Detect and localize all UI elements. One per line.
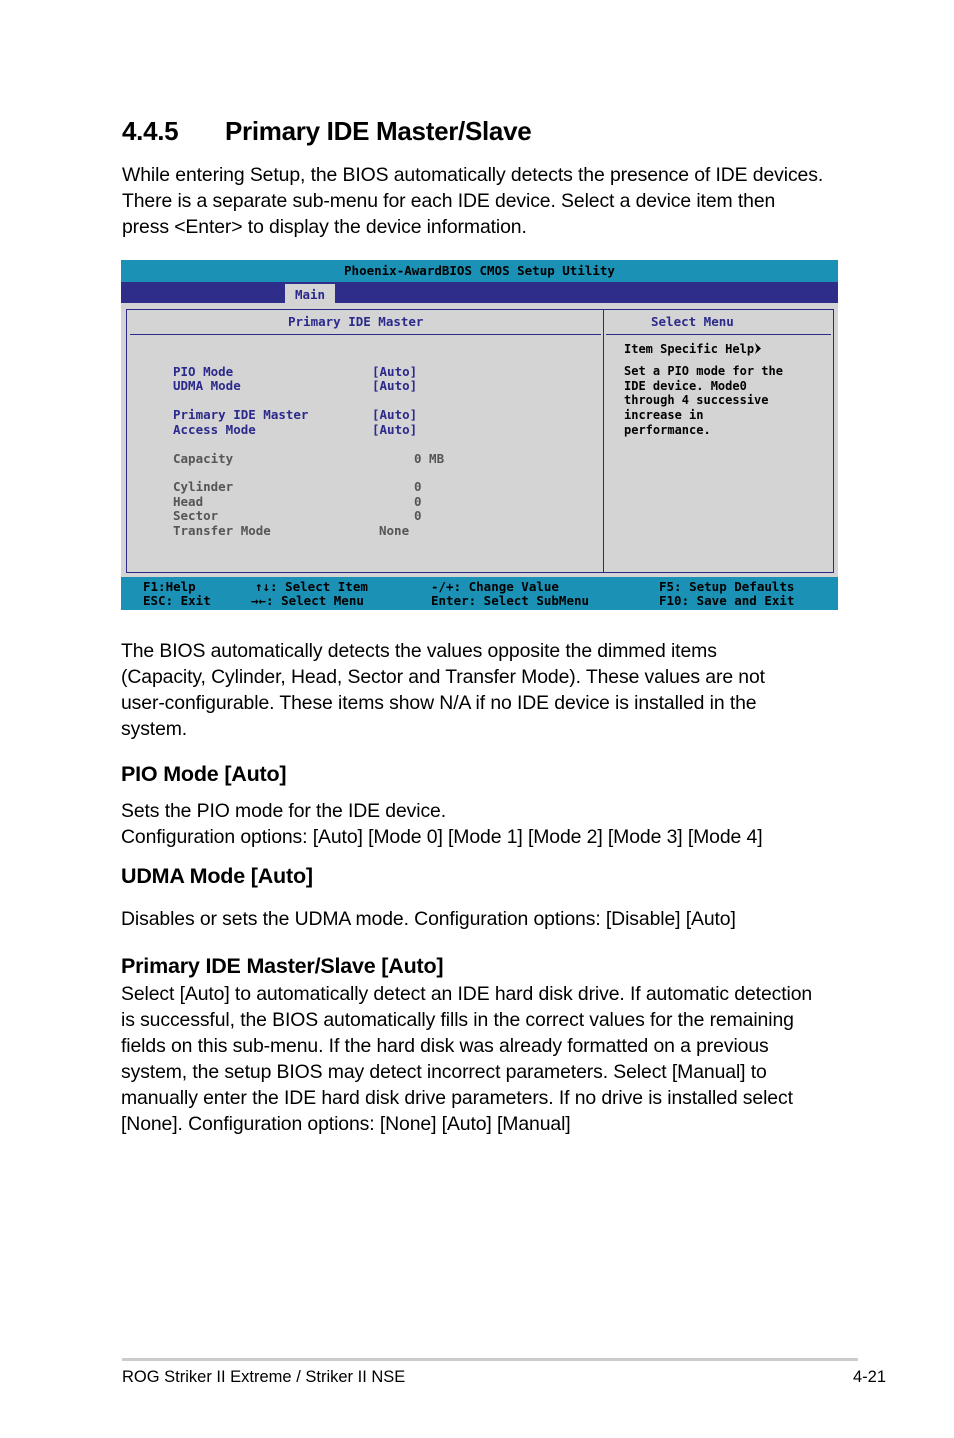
bios-item-value[interactable]: [Auto] xyxy=(372,407,418,422)
bios-menu-tab-main[interactable]: Main xyxy=(285,284,335,303)
bios-item-label[interactable]: Primary IDE Master xyxy=(173,407,309,422)
paragraph-line: system, the setup BIOS may detect incorrect parameters. Select [Manual] to xyxy=(121,1061,767,1083)
bios-info-label: Capacity xyxy=(173,451,234,466)
help-title: Item Specific Help xyxy=(624,342,829,356)
intro-line: While entering Setup, the BIOS automatically detects the presence of IDE devices. xyxy=(122,164,824,186)
udma-mode-description: Disables or sets the UDMA mode. Configuration options: [Disable] [Auto] xyxy=(121,908,736,930)
bios-title-bar: Phoenix-AwardBIOS CMOS Setup Utility xyxy=(121,260,838,282)
bios-item-label[interactable]: Access Mode xyxy=(173,422,256,437)
bios-menu-bar xyxy=(121,282,838,303)
key-help: F1:Help xyxy=(143,579,196,594)
bios-screenshot xyxy=(121,260,838,610)
paragraph-line: system. xyxy=(121,718,188,740)
left-panel-title: Primary IDE Master xyxy=(288,314,424,329)
key-setup-defaults: F5: Setup Defaults xyxy=(659,579,795,594)
paragraph-line: Sets the PIO mode for the IDE device. xyxy=(121,800,447,822)
bios-info-value: 0 xyxy=(414,508,422,523)
bios-panel xyxy=(126,309,834,573)
panel-divider xyxy=(603,310,604,572)
udma-mode-heading: UDMA Mode [Auto] xyxy=(121,864,313,888)
paragraph-line: fields on this sub-menu. If the hard disk was already formatted on a previous xyxy=(121,1035,769,1057)
bios-item-value[interactable]: [Auto] xyxy=(372,378,418,393)
help-line: through 4 successive xyxy=(624,393,769,408)
bios-info-value: 0 xyxy=(414,494,422,509)
bios-info-value: 0 MB xyxy=(414,451,445,466)
key-save-exit: F10: Save and Exit xyxy=(659,593,795,608)
intro-line: press <Enter> to display the device information. xyxy=(122,216,527,238)
pio-mode-heading: PIO Mode [Auto] xyxy=(121,762,287,786)
intro-line: There is a separate sub-menu for each IDE device. Select a device item then xyxy=(122,190,776,212)
pio-mode-description xyxy=(121,798,763,850)
key-select-submenu: Enter: Select SubMenu xyxy=(431,593,590,608)
bios-info-value: 0 xyxy=(414,479,422,494)
bios-info-label: Transfer Mode xyxy=(173,523,271,538)
bios-item-label[interactable]: UDMA Mode xyxy=(173,378,241,393)
paragraph-line: user-configurable. These items show N/A if no IDE device is installed in the xyxy=(121,692,757,714)
paragraph-line: Configuration options: [Auto] [Mode 0] [Mode 1] [Mode 2] [Mode 3] [Mode 4] xyxy=(121,826,763,848)
bios-help xyxy=(624,342,829,438)
paragraph-line: (Capacity, Cylinder, Head, Sector and Transfer Mode). These values are not xyxy=(121,666,765,688)
paragraph-line: [None]. Configuration options: [None] [Auto] [Manual] xyxy=(121,1113,571,1135)
intro-paragraph xyxy=(122,162,823,240)
footer-rule xyxy=(122,1358,858,1361)
dimmed-items-paragraph xyxy=(121,638,765,742)
key-change-value: -/+: Change Value xyxy=(431,579,559,594)
bios-info-label: Head xyxy=(173,494,204,509)
bios-key-legend xyxy=(121,577,838,610)
footer-page-number: 4-21 xyxy=(852,1368,886,1386)
key-exit: ESC: Exit xyxy=(143,593,211,608)
bios-item-label[interactable]: PIO Mode xyxy=(173,364,234,379)
right-panel-title: Select Menu xyxy=(651,314,734,329)
key-select-menu: →←: Select Menu xyxy=(251,593,364,608)
paragraph-line: Select [Auto] to automatically detect an IDE hard disk drive. If automatic detection xyxy=(121,983,813,1005)
bios-item-value[interactable]: [Auto] xyxy=(372,422,418,437)
bios-item-value[interactable]: [Auto] xyxy=(372,364,418,379)
help-line: IDE device. Mode0 xyxy=(624,378,747,393)
key-select-item: ↑↓: Select Item xyxy=(255,579,368,594)
footer-product: ROG Striker II Extreme / Striker II NSE xyxy=(122,1368,406,1386)
help-line: Set a PIO mode for the xyxy=(624,364,783,378)
primary-ide-description xyxy=(121,981,812,1137)
paragraph-line: is successful, the BIOS automatically fills in the correct values for the remaining xyxy=(121,1009,794,1031)
paragraph-line: The BIOS automatically detects the values opposite the dimmed items xyxy=(121,640,717,662)
bios-info-value: None xyxy=(379,523,410,538)
section-number: 4.4.5 xyxy=(122,116,179,146)
help-line: performance. xyxy=(624,422,711,437)
section-heading xyxy=(122,116,531,147)
section-title: Primary IDE Master/Slave xyxy=(225,116,532,146)
primary-ide-heading: Primary IDE Master/Slave [Auto] xyxy=(121,954,444,978)
help-line: increase in xyxy=(624,408,704,423)
panel-title-rule xyxy=(606,334,831,335)
paragraph-line: manually enter the IDE hard disk drive parameters. If no drive is installed select xyxy=(121,1087,793,1109)
bios-info-label: Sector xyxy=(173,508,219,523)
bios-info-label: Cylinder xyxy=(173,479,234,494)
triangle-right-icon xyxy=(754,343,762,354)
panel-title-rule xyxy=(130,334,601,335)
